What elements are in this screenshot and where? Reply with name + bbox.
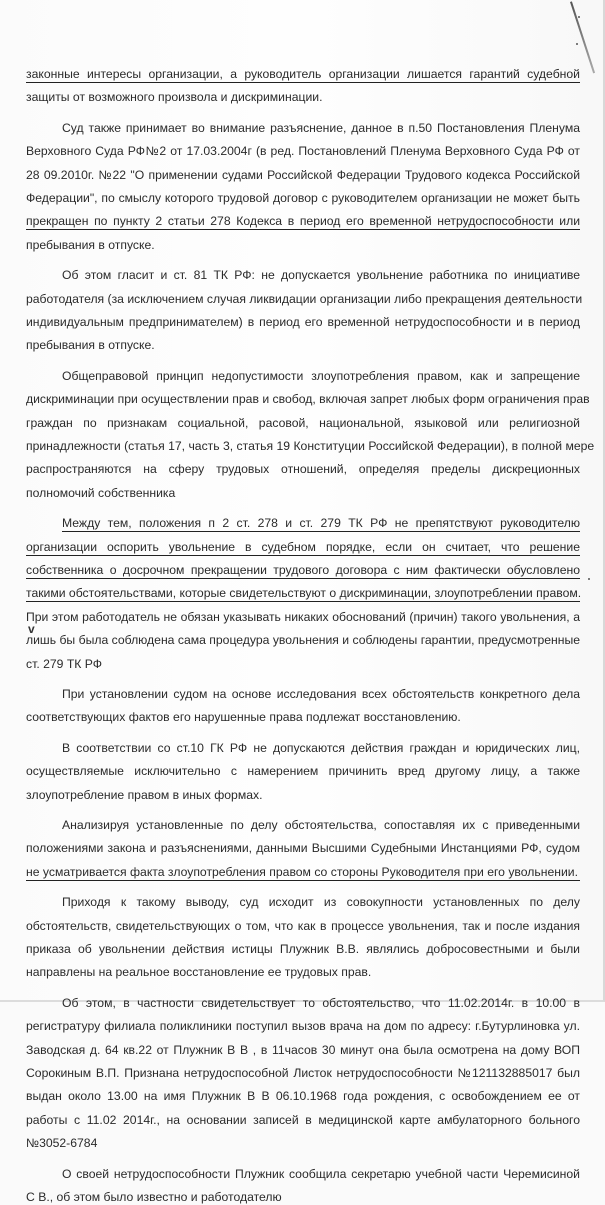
document-line: защиты от возможного произвола и дискриминации. <box>26 90 323 105</box>
document-line: обстоятельств, свидетельствующих о том, что как в процессе увольнения, так и после издания <box>26 918 580 933</box>
document-line: граждан по признакам социальной, расовой, национальной, языковой или религиозной <box>26 415 580 430</box>
document-line: не усматривается факта злоупотребления правом со стороны Руководителя при его увольнении. <box>26 864 580 881</box>
document-line: работы с 11.02 2014г., на основании записей в медицинской карте амбулаторного больного <box>26 1112 580 1127</box>
document-line: регистратуру филиала поликлиники поступил вызов врача на дом по адресу: г.Бутурлиновка ул. <box>26 1019 580 1034</box>
margin-check-mark: v <box>28 622 35 636</box>
document-line: О своей нетрудоспособности Плужник сообщила секретарю учебной части Черемисиной <box>62 1166 580 1181</box>
document-line: положениями закона и разъяснениями, данными Высшими Судебными Инстанциями РФ, судом <box>26 841 580 856</box>
document-line: Анализируя установленные по делу обстоятельства, сопоставляя их с приведенными <box>62 818 580 832</box>
document-line: Сорокиным В.П. Признана нетрудоспособной Листок нетрудоспособности №121132885017 был <box>26 1066 580 1080</box>
scan-speck <box>576 43 578 45</box>
document-line: Общеправовой принцип недопустимости злоупотребления правом, как и запрещение <box>62 368 580 383</box>
document-line: прекращен по пункту 2 статьи 278 Кодекса в период его временной нетрудоспособности или <box>26 214 580 229</box>
document-line: собственника о досрочном прекращении трудового договора с ним фактически обусловлено <box>26 563 580 577</box>
document-line: Суд также принимает во внимание разъяснение, данное в п.50 Постановления Пленума <box>62 120 580 135</box>
document-line: работодателя (за исключением случая ликвидации организации либо прекращения деятельности <box>26 291 583 306</box>
document-line: ст. 279 ТК РФ <box>26 656 103 671</box>
document-line: пребывания в отпуске. <box>26 338 155 353</box>
document-line: индивидуальным предпринимателем) в период его временной нетрудоспособности и в период <box>26 315 580 329</box>
document-line: В соответствии со ст.10 ГК РФ не допускаются действия граждан и юридических лиц, <box>62 740 580 755</box>
document-line: Верховного Суда РФ№2 от 17.03.2004г (в ред. Постановлений Пленума Верховного Суда РФ от <box>26 144 580 159</box>
document-line: Между тем, положения п 2 ст. 278 и ст. 279 ТК РФ не препятствуют руководителю <box>62 516 580 531</box>
document-line: Приходя к такому выводу, суд исходит из совокупности установленных по делу <box>62 895 580 910</box>
document-line: принадлежности (статья 17, часть 3, статья 19 Конституции Российской Федерации), в полной мере <box>26 439 595 453</box>
document-line: полномочий собственника <box>26 485 176 500</box>
document-line: Федерации", по смыслу которого трудовой договор с руководителем организации не может быть <box>26 191 580 205</box>
document-line: распространяются на сферу трудовых отношений, определяя пределы дискреционных <box>26 462 580 477</box>
document-line: Об этом гласит и ст. 81 ТК РФ: не допускается увольнение работника по инициативе <box>62 268 580 283</box>
document-line: №3052-6784 <box>26 1136 98 1151</box>
document-line: лишь бы была соблюдена сама процедура увольнения и соблюдены гарантии, предусмотренные <box>26 633 580 648</box>
document-line: Об этом, в частности свидетельствует то обстоятельство, что 11.02.2014г. в 10.00 в <box>62 995 580 1010</box>
scan-speck <box>588 578 590 580</box>
document-line: С В., об этом было известно и работодателю <box>26 1190 282 1204</box>
pen-mark <box>570 2 595 74</box>
scan-speck <box>578 16 580 18</box>
document-line: организации оспорить увольнение в судебном порядке, если он считает, что решение <box>26 539 580 554</box>
document-line: направлены на реальное восстановление ее трудовых прав. <box>26 965 372 980</box>
document-line: 28 09.2010г. №22 "О применении судами Российской Федерации Трудового кодекса Российской <box>26 167 580 182</box>
document-line: дискриминации при осуществлении прав и свобод, включая запрет любых форм ограничения прав <box>26 392 590 407</box>
document-line: Заводская д. 64 кв.22 от Плужник В В , в 11часов 30 минут она была осмотрена на дому ВОП <box>26 1042 580 1057</box>
document-line: При этом работодатель не обязан указывать никаких обоснований (причин) такого увольнения, а <box>26 609 580 624</box>
document-line: выдан около 13.00 на имя Плужник В В 06.10.1968 года рождения, с освобождением ее от <box>26 1089 580 1104</box>
document-line: осуществляемые исключительно с намерением причинить вред другому лицу, а также <box>26 764 580 779</box>
document-line: соответствующих фактов его нарушенные права подлежат восстановлению. <box>26 710 461 725</box>
document-line: приказа об увольнении действия истицы Плужник В.В. являлись добросовестными и были <box>26 942 580 956</box>
document-line: законные интересы организации, а руководитель организации лишается гарантий судебной <box>26 67 580 81</box>
document-line: пребывания в отпуске. <box>26 237 155 252</box>
document-line: такими обстоятельствами, которые свидетельствуют о дискриминации, злоупотреблении правом. <box>26 586 582 601</box>
document-line: злоупотребление правом в иных формах. <box>26 787 263 802</box>
document-line: При установлении судом на основе исследования всех обстоятельств конкретного дела <box>62 687 580 701</box>
